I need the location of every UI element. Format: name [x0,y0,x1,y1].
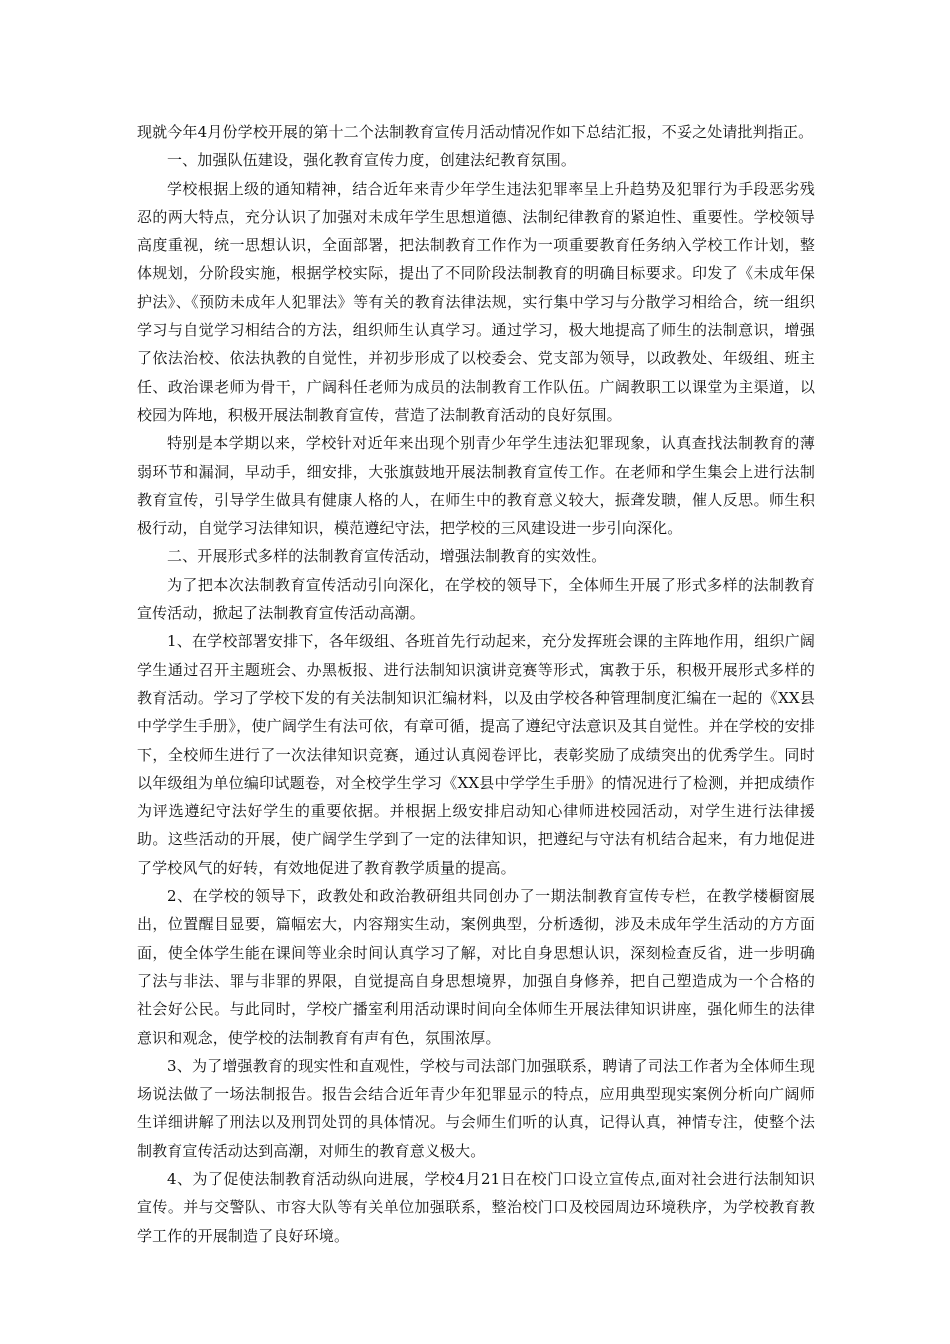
list-item-1: 1、在学校部署安排下，各年级组、各班首先行动起来，充分发挥班会课的主阵地作用，组织广阔学生通过召开主题班会、办黑板报、进行法制知识演讲竞赛等形式，寓教于乐，积极开展形式多样的教育活动。学习了学校下发的有关法制知识汇编材料，以及由学校各种管理制度汇编在一起的《XX县中学学生手册》，使广阔学生有法可依，有章可循，提高了遵纪守法意识及其自觉性。并在学校的安排下，全校师生进行了一次法律知识竞赛，通过认真阅卷评比，表彰奖励了成绩突出的优秀学生。同时以年级组为单位编印试题卷，对全校学生学习《XX县中学学生手册》的情况进行了检测，并把成绩作为评选遵纪守法好学生的重要依据。并根据上级安排启动知心律师进校园活动，对学生进行法律援助。这些活动的开展，使广阔学生学到了一定的法律知识，把遵纪与守法有机结合起来，有力地促进了学校风气的好转，有效地促进了教育教学质量的提高。 [137,632,815,877]
list-item-3: 3、为了增强教育的现实性和直观性，学校与司法部门加强联系，聘请了司法工作者为全体师生现场说法做了一场法制报告。报告会结合近年青少年犯罪显示的特点，应用典型现实案例分析向广阔师生详细讲解了刑法以及刑罚处罚的具体情况。与会师生们听的认真，记得认真，神情专注，使整个法制教育宣传活动达到高潮，对师生的教育意义极大。 [137,1056,815,1160]
paragraph-intro: 现就今年4月份学校开展的第十二个法制教育宣传月活动情况作如下总结汇报，不妥之处请批判指正。 [137,123,814,141]
paragraph: 特别是本学期以来，学校针对近年来出现个别青少年学生违法犯罪现象，认真查找法制教育的薄弱环节和漏洞，早动手，细安排，大张旗鼓地开展法制教育宣传工作。在老师和学生集会上进行法制教育宣传，引导学生做具有健康人格的人，在师生中的教育意义较大，振聋发聩，催人反思。师生积极行动，自觉学习法律知识，模范遵纪守法，把学校的三风建设进一步引向深化。 [137,434,815,538]
list-item-2: 2、在学校的领导下，政教处和政治教研组共同创办了一期法制教育宣传专栏，在教学楼橱窗展出，位置醒目显要，篇幅宏大，内容翔实生动，案例典型，分析透彻，涉及未成年学生活动的方方面面，使全体学生能在课间等业余时间认真学习了解，对比自身思想认识，深刻检查反省，进一步明确了法与非法、罪与非罪的界限，自觉提高自身思想境界，加强自身修养，把自己塑造成为一个合格的社会好公民。与此同时，学校广播室利用活动课时间向全体师生开展法律知识讲座，强化师生的法律意识和观念，使学校的法制教育有声有色，氛围浓厚。 [137,887,815,1047]
paragraph: 学校根据上级的通知精神，结合近年来青少年学生违法犯罪率呈上升趋势及犯罪行为手段恶劣残忍的两大特点，充分认识了加强对未成年学生思想道德、法制纪律教育的紧迫性、重要性。学校领导高度重视，统一思想认识，全面部署，把法制教育工作作为一项重要教育任务纳入学校工作计划，整体规划，分阶段实施，根据学校实际，提出了不同阶段法制教育的明确目标要求。印发了《未成年保护法》、《预防未成年人犯罪法》等有关的教育法律法规，实行集中学习与分散学习相给合，统一组织学习与自觉学习相结合的方法，组织师生认真学习。通过学习，极大地提高了师生的法制意识，增强了依法治校、依法执教的自觉性，并初步形成了以校委会、党支部为领导，以政教处、年级组、班主任、政治课老师为骨干，广阔科任老师为成员的法制教育工作队伍。广阔教职工以课堂为主渠道，以校园为阵地，积极开展法制教育宣传，营造了法制教育活动的良好氛围。 [137,179,815,424]
section-heading-2: 二、开展形式多样的法制教育宣传活动，增强法制教育的实效性。 [167,547,607,566]
section-heading-1: 一、加强队伍建设，强化教育宣传力度，创建法纪教育氛围。 [167,151,577,170]
paragraph: 为了把本次法制教育宣传活动引向深化，在学校的领导下，全体师生开展了形式多样的法制教育宣传活动，掀起了法制教育宣传活动高潮。 [137,575,815,623]
list-item-4: 4、为了促使法制教育活动纵向进展，学校4月21日在校门口设立宣传点,面对社会进行法制知识宣传。并与交警队、市容大队等有关单位加强联系，整治校门口及校园周边环境秩序，为学校教育教学工作的开展制造了良好环境。 [137,1169,815,1245]
document-body [137,118,815,1250]
